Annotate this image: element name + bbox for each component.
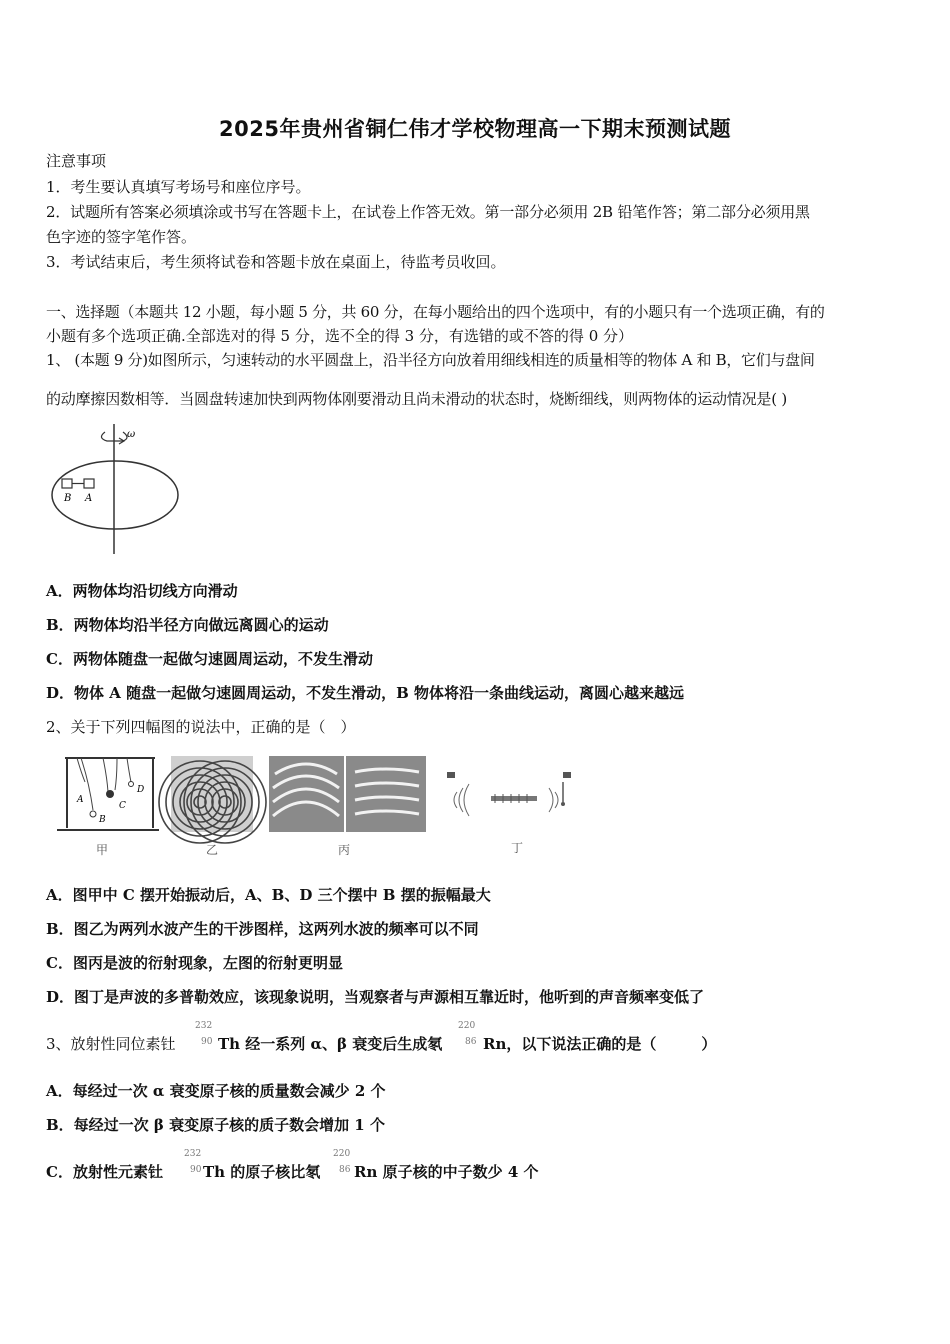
q1-turntable-figure xyxy=(45,420,185,560)
rn-atomic-number: 86 xyxy=(465,1037,477,1047)
notice-item-2-cont: 色字迹的签字笔作答。 xyxy=(46,228,197,246)
q3-option-c-part1: C．放射性元素钍 xyxy=(46,1163,163,1181)
th-mass-number: 232 xyxy=(195,1021,213,1031)
q3-option-a: A．每经过一次 α 衰变原子核的质量数会减少 2 个 xyxy=(46,1082,386,1100)
figure-bing-diffraction xyxy=(269,756,426,832)
figure-label-ding: 丁 xyxy=(511,841,524,855)
label-b: B xyxy=(64,493,72,504)
pendulum-label-a: A xyxy=(77,795,84,805)
q1-option-a: A．两物体均沿切线方向滑动 xyxy=(46,582,238,600)
th-atomic-number: 90 xyxy=(201,1037,213,1047)
q2-stem: 2、关于下列四幅图的说法中，正确的是（ ） xyxy=(46,718,356,736)
rn-mass-number: 220 xyxy=(458,1021,476,1031)
figure-jia-pendulums xyxy=(57,758,159,830)
q2-figures xyxy=(55,752,600,862)
label-a: A xyxy=(85,493,93,504)
notice-heading: 注意事项 xyxy=(46,152,107,170)
notice-item-2: 2．试题所有答案必须填涂或书写在答题卡上，在试卷上作答无效。第一部分必须用 2B 铅笔作答；第二部分必须用黑 xyxy=(46,203,810,221)
pendulum-label-b: B xyxy=(99,815,106,825)
q3-option-b: B．每经过一次 β 衰变原子核的质子数会增加 1 个 xyxy=(46,1116,385,1134)
figure-yi-interference xyxy=(159,756,266,843)
page-title: 2025年贵州省铜仁伟才学校物理高一下期末预测试题 xyxy=(219,117,731,141)
q3-stem-part1: 3、放射性同位素钍 xyxy=(46,1035,176,1053)
q1-option-b: B．两物体均沿半径方向做远离圆心的运动 xyxy=(46,616,329,634)
q2-option-a: A．图甲中 C 摆开始振动后，A、B、D 三个摆中 B 摆的振幅最大 xyxy=(46,886,491,904)
figure-label-bing: 丙 xyxy=(338,843,351,857)
section-instructions-line2: 小题有多个选项正确.全部选对的得 5 分，选不全的得 3 分，有选错的或不答的得 0 分） xyxy=(46,327,634,345)
q2-option-c: C．图丙是波的衍射现象，左图的衍射更明显 xyxy=(46,954,343,972)
q3-option-c-part3: Rn 原子核的中子数少 4 个 xyxy=(354,1163,539,1181)
option-c-rn-mass: 220 xyxy=(333,1149,351,1159)
notice-item-3: 3．考试结束后，考生须将试卷和答题卡放在桌面上，待监考员收回。 xyxy=(46,253,506,271)
notice-item-1: 1．考生要认真填写考场号和座位序号。 xyxy=(46,178,311,196)
q3-stem-part3: Rn，以下说法正确的是（ ） xyxy=(483,1035,717,1053)
pendulum-label-c: C xyxy=(119,801,126,811)
omega-label: ω xyxy=(127,429,136,440)
q2-option-d: D．图丁是声波的多普勒效应，该现象说明，当观察者与声源相互靠近时，他听到的声音频率变低了 xyxy=(46,988,705,1006)
option-c-th-mass: 232 xyxy=(184,1149,202,1159)
q3-stem-part2: Th 经一系列 α、β 衰变后生成氡 xyxy=(218,1035,443,1053)
pendulum-label-d: D xyxy=(137,785,145,795)
q1-option-d: D．物体 A 随盘一起做匀速圆周运动，不发生滑动，B 物体将沿一条曲线运动，离圆心越来越远 xyxy=(46,684,684,702)
figure-label-yi: 乙 xyxy=(206,843,219,857)
q1-stem-line1: 1、 (本题 9 分)如图所示，匀速转动的水平圆盘上，沿半径方向放着用细线相连的质量相等的物体 A 和 B，它们与盘间 xyxy=(46,351,815,369)
option-c-rn-atomic: 86 xyxy=(339,1165,351,1175)
figure-ding-doppler xyxy=(447,772,571,816)
q2-option-b: B．图乙为两列水波产生的干涉图样，这两列水波的频率可以不同 xyxy=(46,920,479,938)
block-b xyxy=(62,479,72,488)
q1-stem-line2: 的动摩擦因数相等．当圆盘转速加快到两物体刚要滑动且尚未滑动的状态时，烧断细线，则两物体的运动情况是( ) xyxy=(46,390,788,408)
figure-label-jia: 甲 xyxy=(96,843,109,857)
q3-option-c-part2: Th 的原子核比氡 xyxy=(203,1163,321,1181)
q1-option-c: C．两物体随盘一起做匀速圆周运动，不发生滑动 xyxy=(46,650,373,668)
section-instructions-line1: 一、选择题（本题共 12 小题，每小题 5 分，共 60 分，在每小题给出的四个选项中，有的小题只有一个选项正确，有的 xyxy=(46,303,825,321)
option-c-th-atomic: 90 xyxy=(190,1165,202,1175)
block-a xyxy=(84,479,94,488)
